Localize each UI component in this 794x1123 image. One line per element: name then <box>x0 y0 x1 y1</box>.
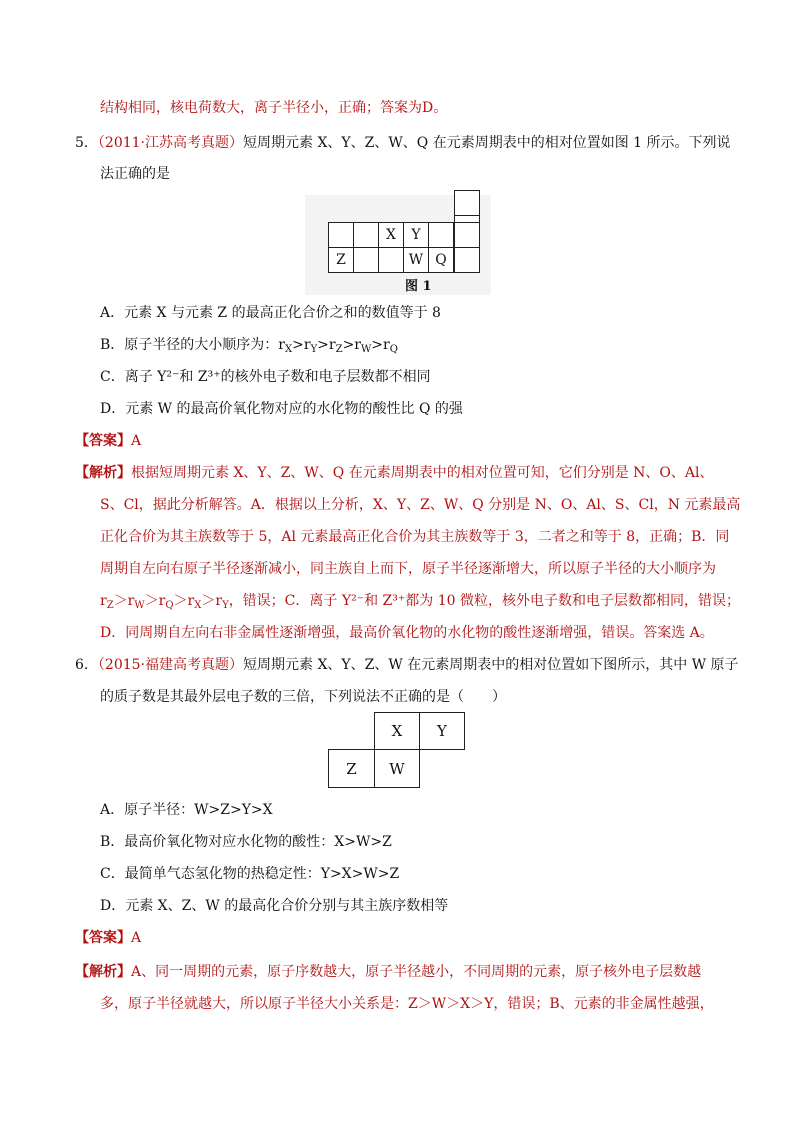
q6-fig-cell-y: Y <box>419 712 465 750</box>
q5-analysis-line4: 周期自左向右原子半径逐渐减小，同主族自上而下，原子半径逐渐增大，所以原子半径的大小顺序为 <box>100 561 716 577</box>
q6-answer <box>75 928 141 948</box>
q5-fig-cell-empty <box>353 247 379 273</box>
q6-analysis-line1: 【解析】A、同一周期的元素，原子序数越大，原子半径越小，不同周期的元素，原子核外电子层数越 <box>75 964 702 980</box>
q5-stem-text1: 短周期元素 X、Y、Z、W、Q 在元素周期表中的相对位置如图 1 所示。下列说 <box>243 135 731 151</box>
q5-fig-cell-empty <box>378 247 404 273</box>
q5-analysis-line2: S、Cl，据此分析解答。A．根据以上分析，X、Y、Z、W、Q 分别是 N、O、Al、S、Cl，N 元素最高 <box>100 497 741 513</box>
q5-analysis-line3: 正化合价为其主族数等于 5，Al 元素最高正化合价为其主族数等于 3，二者之和等于 8，正确；B．同 <box>100 529 730 545</box>
q5-option-a: A．元素 X 与元素 Z 的最高正化合价之和的数值等于 8 <box>100 305 441 321</box>
q6-stem-text1: 短周期元素 X、Y、Z、W 在元素周期表中的相对位置如下图所示，其中 W 原子 <box>243 657 739 673</box>
q6-source: （2015·福建高考真题） <box>97 657 244 673</box>
q5-analysis-radius-order: $r_Z>r_W>r_Q>r_X>r_Y$ <box>100 593 229 611</box>
q5-fig-cell-empty <box>428 222 454 248</box>
q6-stem-line1 <box>75 655 739 675</box>
q5-figure <box>305 195 491 295</box>
q6-fig-cell-w: W <box>374 749 420 788</box>
q5-source: （2011·江苏高考真题） <box>97 135 244 151</box>
q6-option-d: D．元素 X、Z、W 的最高化合价分别与其主族序数相等 <box>100 898 449 914</box>
q5-fig-cell-z: Z <box>328 247 354 273</box>
q5-analysis-line5: $r_Z>r_W>r_Q>r_X>r_Y$，错误；C．离子 Y²⁻和 Z³⁺都为 10 微粒，核外电子数和电子层数都相同，错误； <box>100 593 740 611</box>
q5-analysis-line6: D．同周期自左向右非金属性逐渐增强，最高价氧化物的水化物的酸性逐渐增强，错误。答案选 A。 <box>100 625 714 641</box>
q5-number: 5． <box>75 135 98 151</box>
q6-number: 6． <box>75 657 98 673</box>
q5-stem-line1 <box>75 133 731 153</box>
q5-fig-cell-empty <box>454 222 480 248</box>
q5-fig-cell-empty <box>454 247 480 273</box>
q5-fig-cell-q: Q <box>428 247 454 273</box>
q5-analysis-label: 【解析】 <box>75 465 131 481</box>
q6-option-a: A．原子半径：W>Z>Y>X <box>100 802 273 818</box>
q5-option-b-prefix: B．原子半径的大小顺序为： <box>100 337 279 353</box>
q5-fig-cell-top-empty <box>454 190 480 216</box>
q6-stem-line2: 的质子数是其最外层电子数的三倍，下列说法不正确的是（ ） <box>100 689 506 705</box>
q5-option-c: C．离子 Y²⁻和 Z³⁺的核外电子数和电子层数都不相同 <box>100 369 431 385</box>
q6-option-c: C．最简单气态氢化物的热稳定性：Y>X>W>Z <box>100 866 400 882</box>
q6-fig-cell-z: Z <box>328 749 375 788</box>
q6-answer-value: A <box>131 930 142 946</box>
q5-answer <box>75 431 141 451</box>
q5-fig-cell-w: W <box>403 247 429 273</box>
q5-option-d: D．元素 W 的最高价氧化物对应的水化物的酸性比 Q 的强 <box>100 401 463 417</box>
q6-answer-label: 【答案】 <box>75 930 131 946</box>
q5-analysis-line1: 【解析】根据短周期元素 X、Y、Z、W、Q 在元素周期表中的相对位置可知，它们分别是 N、O、Al、 <box>75 465 714 481</box>
q5-stem-line2: 法正确的是 <box>100 166 170 182</box>
q5-figure-caption: 图 1 <box>405 279 432 294</box>
q5-fig-cell-x: X <box>378 222 404 248</box>
q6-analysis-label: 【解析】 <box>75 964 131 980</box>
q5-answer-label: 【答案】 <box>75 433 131 449</box>
q6-figure <box>328 712 468 792</box>
q5-option-b <box>100 335 398 360</box>
q5-option-b-formula: $r_X>r_Y>r_Z>r_W>r_Q$ <box>278 337 398 355</box>
q6-fig-cell-x: X <box>374 712 420 750</box>
q6-analysis-line2: 多，原子半径就越大，所以原子半径大小关系是：Z＞W＞X＞Y，错误；B、元素的非金属性越强， <box>100 996 714 1012</box>
q5-answer-value: A <box>131 433 142 449</box>
q5-fig-cell-empty <box>328 222 354 248</box>
q5-fig-cell-y: Y <box>403 222 429 248</box>
q5-fig-cell-empty <box>353 222 379 248</box>
q6-option-b: B．最高价氧化物对应水化物的酸性：X>W>Z <box>100 834 392 850</box>
intro-line: 结构相同，核电荷数大，离子半径小，正确；答案为D。 <box>100 100 448 116</box>
